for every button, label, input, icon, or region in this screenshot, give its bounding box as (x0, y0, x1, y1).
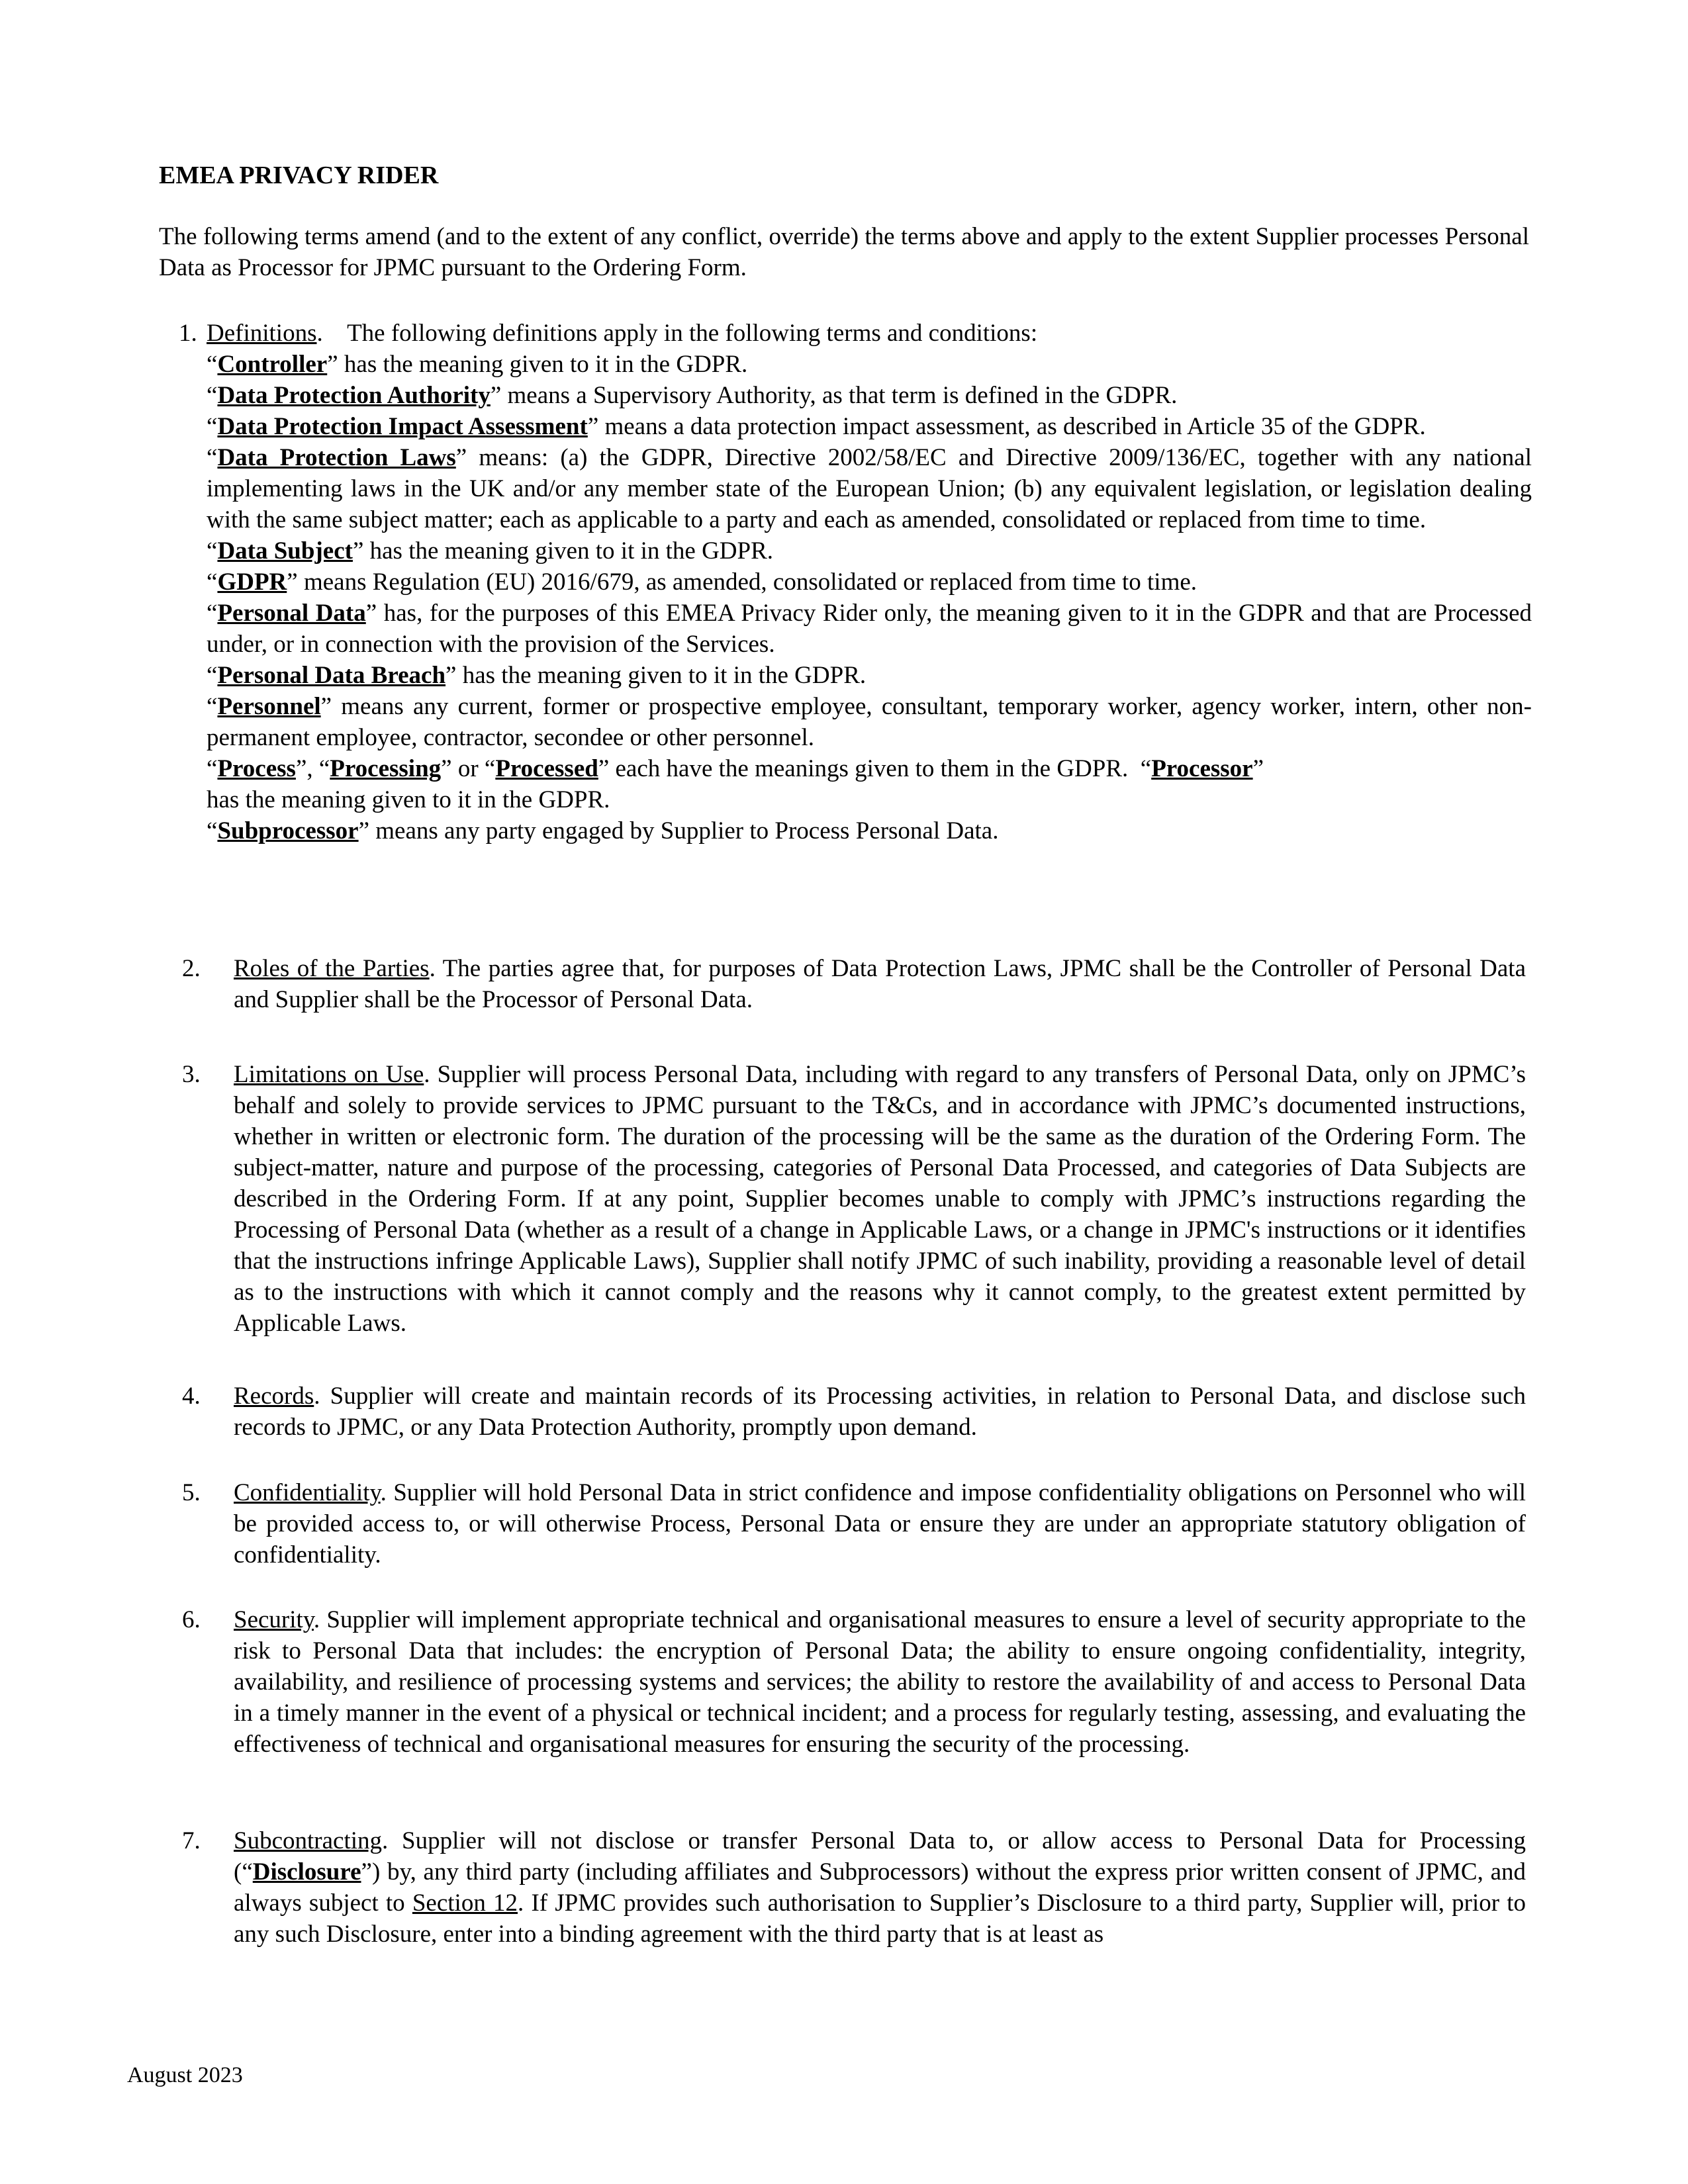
definition-term: Controller (217, 351, 328, 378)
clause-body (234, 1381, 1526, 1443)
definition-item: “Data Protection Authority” means a Supervisory Authority, as that term is defined in the GDPR. (207, 382, 1178, 409)
definition-item: “GDPR” means Regulation (EU) 2016/679, as amended, consolidated or replaced from time to time. (207, 569, 1197, 596)
clause-number: 5. (182, 1479, 201, 1506)
definition-text: ”, “ (295, 755, 330, 782)
clause-confidentiality (182, 1477, 1526, 1570)
definition-term: Processor (1151, 755, 1253, 782)
definition-term: Personnel (217, 693, 321, 720)
clause-text: . Supplier will process Personal Data, including with regard to any transfers of Personal Data, only on JPMC’s behalf and solely to provide services to JPMC pursuant to the T&Cs, and in accordance with JPMC’s documented instructions, whether in written or electronic form. The duration of the processing will be the same as the duration of the Ordering Form. The subject-matter, nature and purpose of the processing, categories of Personal Data Processed, and categories of Data Subjects are described in the Ordering Form. If at any point, Supplier becomes unable to comply with JPMC’s instructions regarding the Processing of Personal Data (whether as a result of a change in Applicable Laws, or a change in JPMC's instructions or it identifies that the instructions infringe Applicable Laws), Supplier shall notify JPMC of such inability, providing a reasonable level of detail as to the instructions with which it cannot comply and the reasons why it cannot comply, to the greatest extent permitted by Applicable Laws. (234, 1061, 1526, 1337)
definition-text: ” means any party engaged by Supplier to Process Personal Data. (358, 817, 999, 844)
footer-date: August 2023 (127, 2063, 243, 2087)
definition-term: Personal Data (217, 600, 366, 627)
definition-term: Process (217, 755, 296, 782)
clause-heading: Roles of the Parties (234, 955, 430, 982)
definition-text: ” has the meaning given to it in the GDPR. (352, 537, 774, 565)
clause-limitations-on-use (182, 1059, 1526, 1339)
clause-records (182, 1381, 1526, 1443)
definition-term: Data Protection Impact Assessment (217, 413, 588, 440)
clause-text: . Supplier will create and maintain records of its Processing activities, in relation to Personal Data, and disclose such records to JPMC, or any Data Protection Authority, promptly upon demand. (234, 1383, 1526, 1441)
clause-body (234, 1604, 1526, 1760)
definition-text: ” or “ (441, 755, 496, 782)
intro-paragraph: The following terms amend (and to the extent of any conflict, override) the terms above and apply to the extent Supplier processes Personal Data as Processor for JPMC pursuant to the Ordering Form. (159, 223, 1529, 281)
definition-item: “Data Protection Impact Assessment” means a data protection impact assessment, as described in Article 35 of the GDPR. (207, 413, 1426, 440)
definition-text: ” each have the meanings given to them in the GDPR. “ (598, 755, 1152, 782)
clause-text: . Supplier will not disclose or transfer Personal Data to, or allow access to Personal Data for Processing (“ (234, 1827, 1526, 1886)
document-title: EMEA PRIVACY RIDER (159, 161, 439, 189)
definition-item: “Controller” has the meaning given to it in the GDPR. (207, 351, 748, 378)
clause-text: . Supplier will hold Personal Data in strict confidence and impose confidentiality obligations on Personnel who will be provided access to, or will otherwise Process, Personal Data or ensure they are under an appropriate statutory obligation of confidentiality. (234, 1479, 1526, 1569)
definition-item: “Subprocessor” means any party engaged by Supplier to Process Personal Data. (207, 817, 999, 844)
definition-term: Data Protection Laws (217, 444, 456, 471)
definition-term: Processed (495, 755, 598, 782)
definition-text: ” means any current, former or prospective employee, consultant, temporary worker, agency worker, intern, other non-permanent employee, contractor, secondee or other personnel. (207, 693, 1532, 751)
clause-heading: Security (234, 1606, 314, 1633)
definitions-heading (179, 318, 1532, 349)
definition-item: “Personal Data Breach” has the meaning given to it in the GDPR. (207, 662, 867, 689)
clause-heading-rest: . The following definitions apply in the following terms and conditions: (316, 320, 1038, 347)
clause-text: ”) by, any third party (including affiliates and Subprocessors) without the express prior written consent of JPMC, and always subject to (234, 1858, 1526, 1917)
clause-heading: Limitations on Use (234, 1061, 424, 1088)
clause-heading: Definitions (207, 320, 317, 347)
clause-text: . Supplier will implement appropriate technical and organisational measures to ensure a level of security appropriate to the risk to Personal Data that includes: the encryption of Personal Data; the ability to ensure ongoing confidentiality, integrity, availability, and resilience of processing systems and services; the ability to restore the availability of and access to Personal Data in a timely manner in the event of a physical or technical incident; and a process for regularly testing, assessing, and evaluating the effectiveness of technical and organisational measures for ensuring the security of the processing. (234, 1606, 1526, 1758)
clause-subcontracting (182, 1825, 1526, 1950)
definition-text: ” means Regulation (EU) 2016/679, as amended, consolidated or replaced from time to time. (287, 569, 1197, 596)
clause-body (234, 1477, 1526, 1570)
definition-term: Processing (330, 755, 442, 782)
clause-number: 6. (182, 1606, 201, 1633)
section-reference: Section 12 (412, 1889, 518, 1917)
definition-text: ” means: (a) the GDPR, Directive 2002/58/EC and Directive 2009/136/EC, together with any national implementing laws in the UK and/or any member state of the European Union; (b) any equivalent legislation, or legislation dealing with the same subject matter; each as applicable to a party and each as amended, consolidated or replaced from time to time. (207, 444, 1532, 533)
clause-body (234, 1825, 1526, 1950)
clause-body (234, 1059, 1526, 1339)
definition-item: “Personnel” means any current, former or prospective employee, consultant, temporary worker, agency worker, intern, other non-permanent employee, contractor, secondee or other personnel. (207, 693, 1532, 751)
clause-number: 1. (179, 320, 197, 347)
definition-term: Subprocessor (217, 817, 359, 844)
clause-body (234, 953, 1526, 1015)
definition-term: GDPR (217, 569, 287, 596)
clause-security (182, 1604, 1526, 1760)
definition-item: “Personal Data” has, for the purposes of this EMEA Privacy Rider only, the meaning given to it in the GDPR and that are Processed under, or in connection with the provision of the Services. (207, 600, 1532, 658)
definition-text: ” has the meaning given to it in the GDPR. (327, 351, 748, 378)
definition-term: Disclosure (252, 1858, 361, 1886)
definition-term: Personal Data Breach (217, 662, 446, 689)
definition-term: Data Subject (217, 537, 353, 565)
clause-number: 3. (182, 1061, 201, 1088)
clause-number: 2. (182, 955, 201, 982)
clause-text: . The parties agree that, for purposes of Data Protection Laws, JPMC shall be the Controller of Personal Data and Supplier shall be the Processor of Personal Data. (234, 955, 1526, 1013)
clause-heading: Subcontracting (234, 1827, 383, 1854)
definition-item: “Data Subject” has the meaning given to it in the GDPR. (207, 537, 774, 565)
clause-number: 7. (182, 1827, 201, 1854)
clause-roles-of-parties (182, 953, 1526, 1015)
definition-text: ” has, for the purposes of this EMEA Privacy Rider only, the meaning given to it in the GDPR and that are Processed under, or in connection with the provision of the Services. (207, 600, 1532, 658)
clause-text: . If JPMC provides such authorisation to Supplier’s Disclosure to a third party, Supplier will, prior to any such Disclosure, enter into a binding agreement with the third party that is at least as (234, 1889, 1526, 1948)
definition-text: has the meaning given to it in the GDPR. (207, 786, 610, 813)
definition-item: “Data Protection Laws” means: (a) the GDPR, Directive 2002/58/EC and Directive 2009/136/EC, together with any national implementing laws in the UK and/or any member state of the European Union; (b) any equivalent legislation, or legislation dealing with the same subject matter; each as applicable to a party and each as amended, consolidated or replaced from time to time. (207, 444, 1532, 533)
definition-text: ” has the meaning given to it in the GDPR. (445, 662, 867, 689)
definition-text: ” (1252, 755, 1264, 782)
clause-heading: Records (234, 1383, 314, 1410)
clause-heading: Confidentiality (234, 1479, 381, 1506)
definition-term: Data Protection Authority (217, 382, 491, 409)
definition-text: ” means a Supervisory Authority, as that term is defined in the GDPR. (490, 382, 1178, 409)
definition-item-process: “Process”, “Processing” or “Processed” each have the meanings given to them in the GDPR. “Processor” has the meaning given to it in the GDPR. (207, 755, 1264, 813)
definition-text: ” means a data protection impact assessment, as described in Article 35 of the GDPR. (587, 413, 1426, 440)
definitions-section (179, 318, 1532, 846)
clause-number: 4. (182, 1383, 201, 1410)
